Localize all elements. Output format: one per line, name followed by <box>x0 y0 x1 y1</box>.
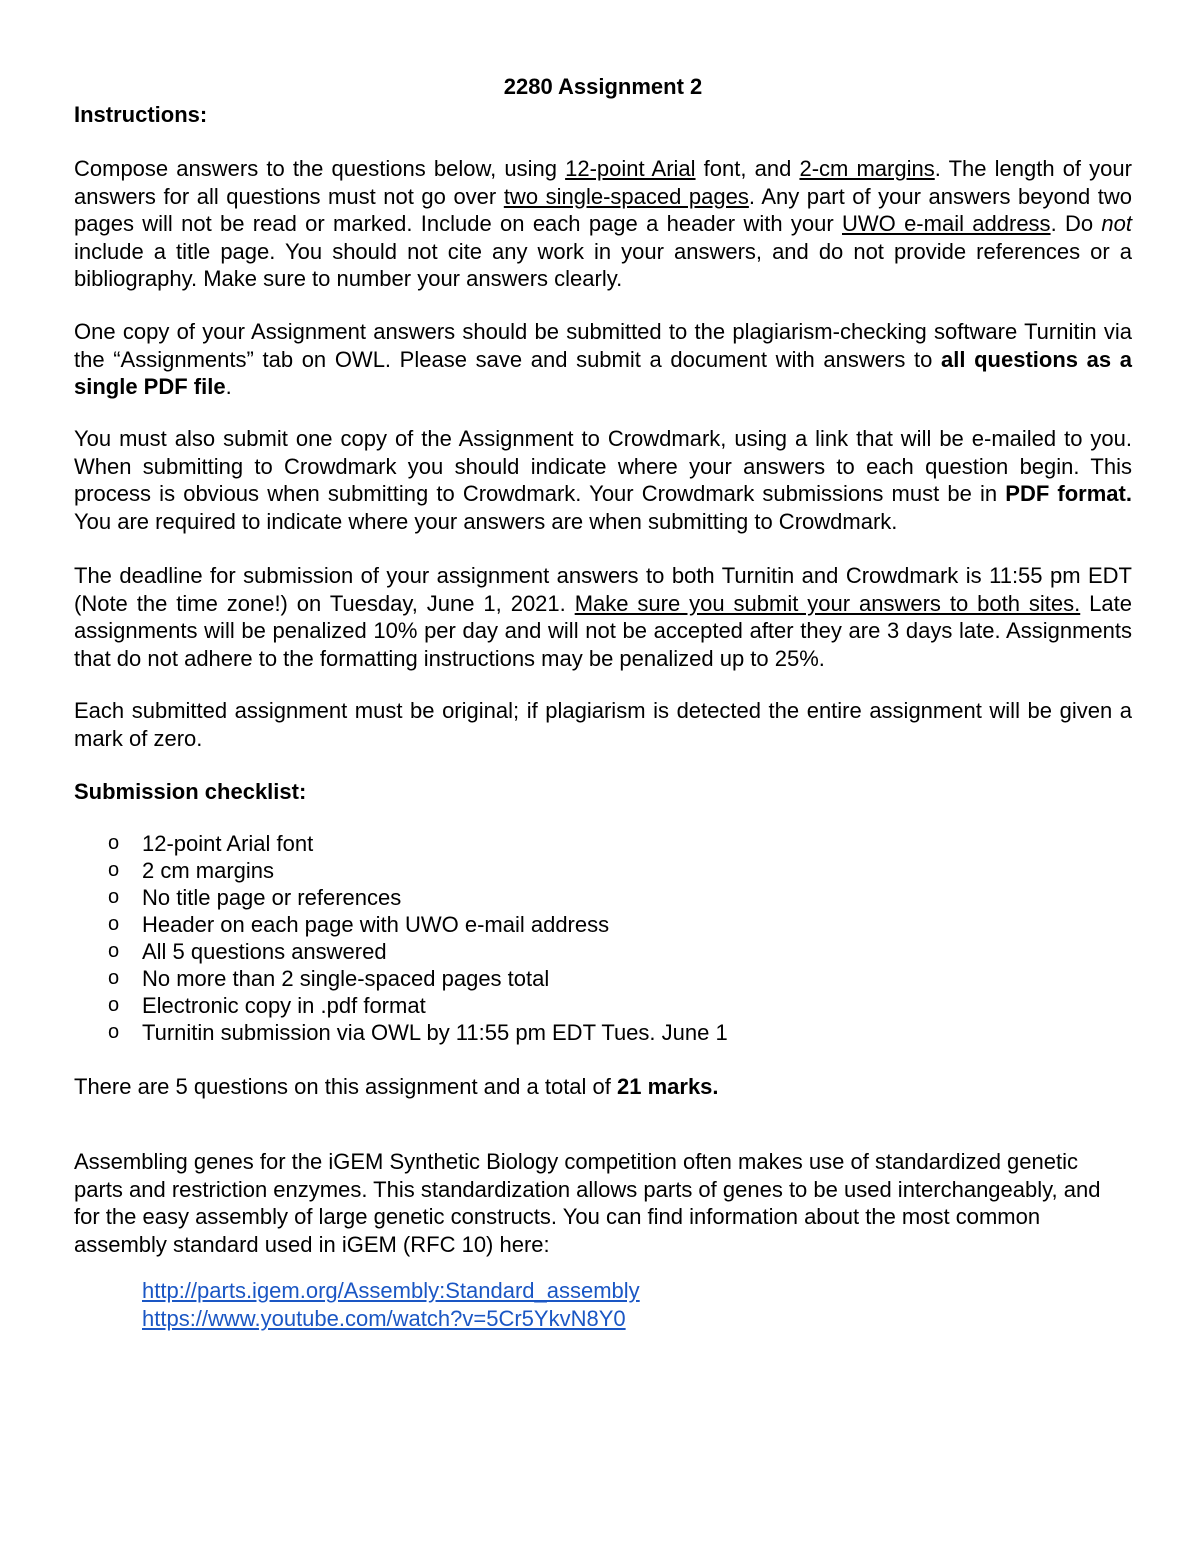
text-run: . The length of your answers for all questions must not go over <box>74 156 1132 209</box>
checklist-item-label: Header on each page with UWO e-mail address <box>142 912 610 937</box>
text-run: Late assignments will be penalized 10% per day and will not be accepted after they are 3 days late. Assignments that do not adhere to the formatting instructions may be penalized up to 25%. <box>74 590 1132 671</box>
checklist-item <box>74 965 728 992</box>
instructions-heading: Instructions: <box>74 102 208 127</box>
bullet-icon: o <box>108 940 120 962</box>
checklist-item <box>74 911 728 938</box>
font-requirement: 12-point Arial <box>565 156 696 181</box>
checklist-item-label: No more than 2 single-spaced pages total <box>142 966 550 991</box>
checklist-item-label: 12-point Arial font <box>142 831 314 856</box>
checklist-heading: Submission checklist: <box>74 779 307 804</box>
text-run: The deadline for submission of your assignment answers to both Turnitin and Crowdmark is 11:55 pm EDT (Note the time zone!) on Tuesday, June 1, 2021. <box>74 563 1132 616</box>
checklist-item-label: Turnitin submission via OWL by 11:55 pm EDT Tues. June 1 <box>142 1020 728 1045</box>
text-run: There are 5 questions on this assignment and a total of <box>74 1074 617 1099</box>
margin-requirement: 2-cm margins <box>799 156 935 181</box>
emphasis-not: not <box>1101 211 1133 237</box>
text-run: You must also submit one copy of the Assignment to Crowdmark, using a link that will be e-mailed to you. When submitting to Crowdmark you should indicate where your answers to each question begin. This process is obvious when submitting to Crowdmark. Your Crowdmark submissions must be in <box>74 426 1132 507</box>
reference-links <box>142 1277 640 1333</box>
total-marks: 21 marks. <box>617 1074 719 1099</box>
igem-assembly-link[interactable]: http://parts.igem.org/Assembly:Standard_assembly <box>142 1278 640 1303</box>
checklist-item <box>74 1019 728 1046</box>
text-run: . Do <box>1050 211 1102 237</box>
originality-paragraph: Each submitted assignment must be original; if plagiarism is detected the entire assignment will be given a mark of zero. <box>74 698 1132 751</box>
text-run: You are required to indicate where your answers are when submitting to Crowdmark. <box>74 508 898 534</box>
bullet-icon: o <box>108 913 120 935</box>
bullet-icon: o <box>108 967 120 989</box>
text-run: font, and <box>695 156 800 181</box>
checklist-item-label: Electronic copy in .pdf format <box>142 993 426 1018</box>
bullet-icon: o <box>108 886 120 908</box>
turnitin-paragraph <box>74 318 1132 401</box>
bullet-icon: o <box>108 859 120 881</box>
submission-checklist <box>74 830 728 1046</box>
text-run: One copy of your Assignment answers should be submitted to the plagiarism-checking software Turnitin via the “Assignments” tab on OWL. Please save and submit a document with answers to <box>74 319 1132 372</box>
formatting-paragraph <box>74 155 1132 293</box>
document-page <box>74 0 1132 1553</box>
pdf-format-requirement: PDF format. <box>1005 481 1132 507</box>
document-title: 2280 Assignment 2 <box>503 74 703 99</box>
submit-both-sites-note: Make sure you submit your answers to both sites. <box>574 590 1081 616</box>
igem-intro-paragraph: Assembling genes for the iGEM Synthetic Biology competition often makes use of standardized genetic parts and restriction enzymes. This standardization allows parts of genes to be used interchangeably, and for the easy assembly of large genetic constructs. You can find information about the most common assembly standard used in iGEM (RFC 10) here: <box>74 1149 1101 1257</box>
bullet-icon: o <box>108 994 120 1016</box>
checklist-item-label: No title page or references <box>142 885 402 910</box>
text-run: . Any part of your answers beyond two pages will not be read or marked. Include on each page a header with your <box>74 183 1133 237</box>
text-run: Compose answers to the questions below, using <box>74 156 566 181</box>
deadline-paragraph <box>74 562 1132 672</box>
length-requirement: two single-spaced pages <box>503 183 749 209</box>
checklist-item <box>74 884 728 911</box>
text-run: . <box>225 374 232 400</box>
youtube-video-link[interactable]: https://www.youtube.com/watch?v=5Cr5YkvN8Y0 <box>142 1306 626 1331</box>
crowdmark-paragraph <box>74 425 1132 535</box>
pdf-requirement: all questions as a single PDF file <box>74 346 1133 400</box>
header-requirement: UWO e-mail address <box>842 211 1051 237</box>
checklist-item <box>74 857 728 884</box>
checklist-item <box>74 992 728 1019</box>
text-run: include a title page. You should not cite any work in your answers, and do not provide references or a bibliography. Make sure to number your answers clearly. <box>74 238 1132 292</box>
checklist-item <box>74 830 728 857</box>
checklist-item <box>74 938 728 965</box>
marks-summary <box>74 1073 1132 1101</box>
checklist-item-label: All 5 questions answered <box>142 939 387 964</box>
bullet-icon: o <box>108 832 120 854</box>
checklist-item-label: 2 cm margins <box>142 858 275 883</box>
bullet-icon: o <box>108 1021 120 1043</box>
